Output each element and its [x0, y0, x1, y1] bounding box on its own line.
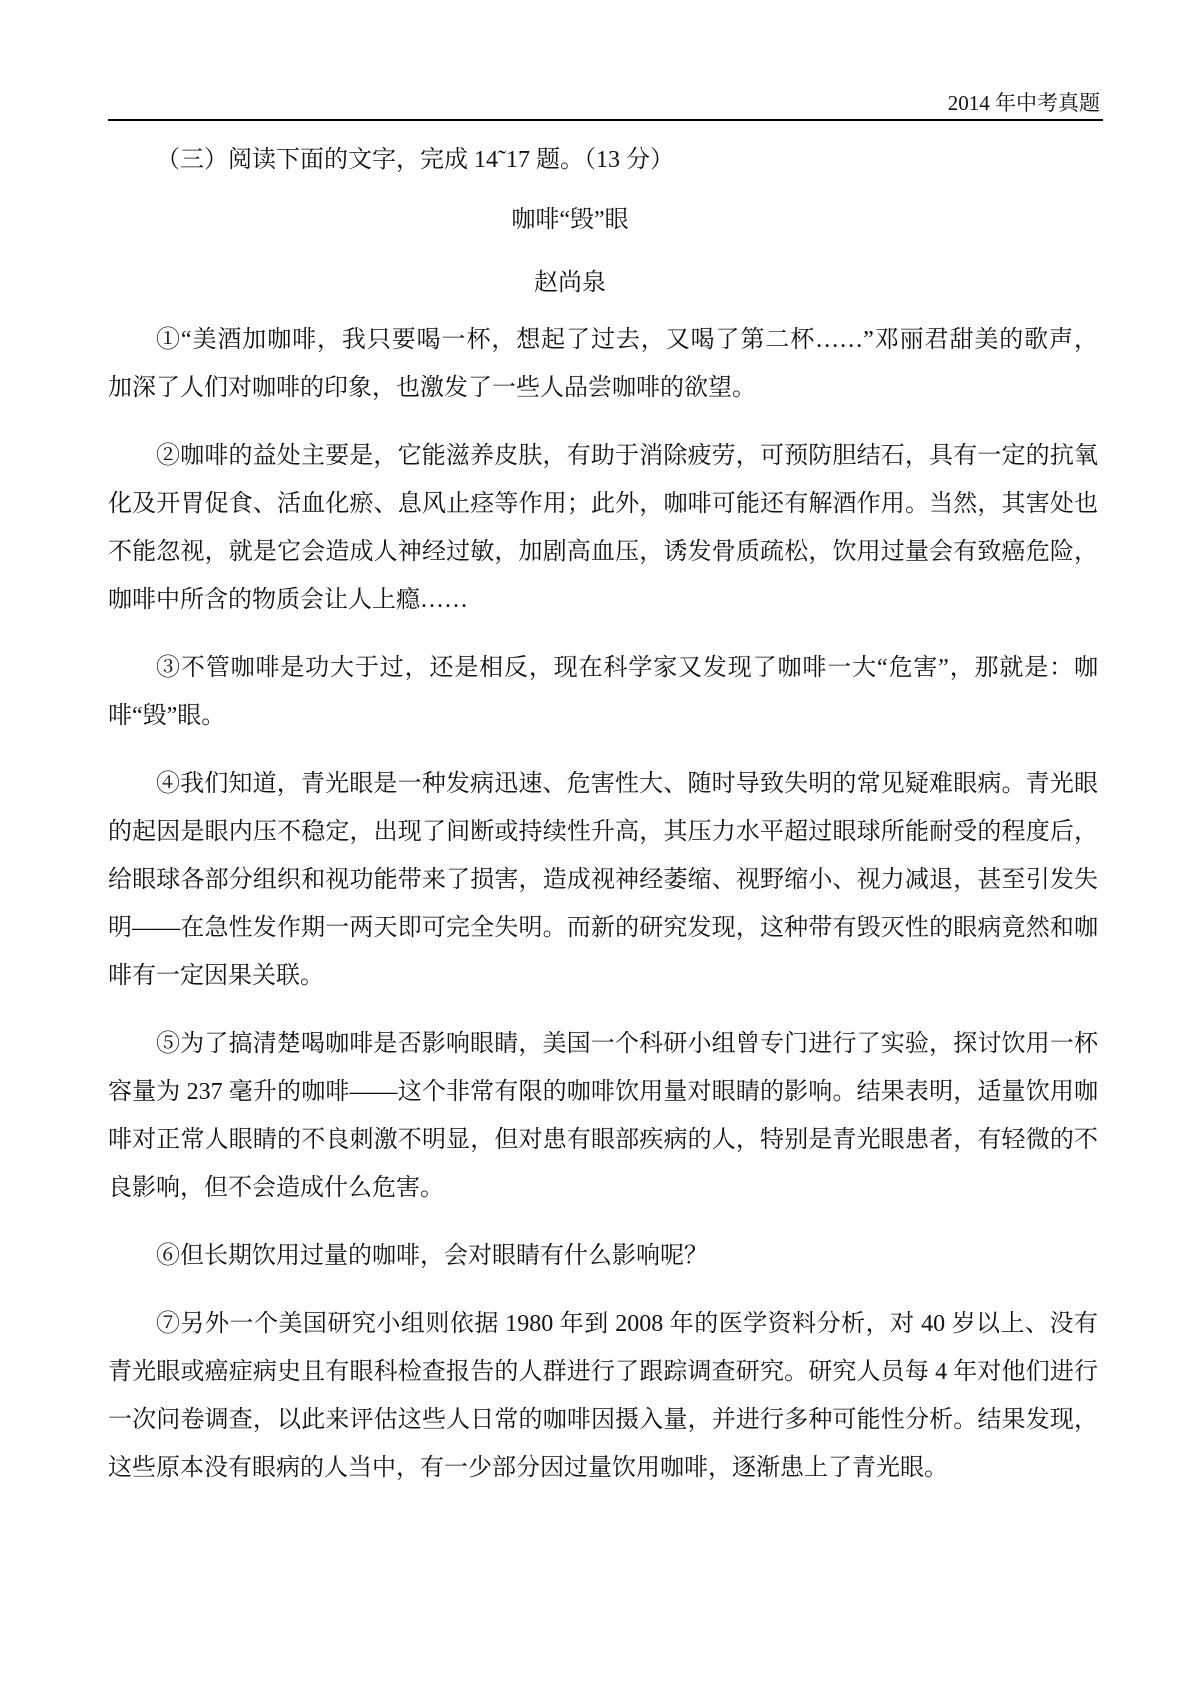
- paragraph-line: ①“美酒加咖啡，我只要喝一杯，想起了过去，又喝了第二杯……”邓丽君甜美的歌声，: [156, 327, 1098, 353]
- paragraph-5: [108, 1020, 1098, 1212]
- paragraph-line: 明——在急性发作期一两天即可完全失明。而新的研究发现，这种带有毁灭性的眼病竟然和咖: [108, 915, 1098, 941]
- paragraph-4: [108, 760, 1098, 1000]
- paragraph-line: 啡对正常人眼睛的不良刺激不明显，但对患有眼部疾病的人，特别是青光眼患者，有轻微的不: [108, 1127, 1098, 1153]
- paragraph-1: [108, 316, 1098, 412]
- paragraph-line: ⑤为了搞清楚喝咖啡是否影响眼睛，美国一个科研小组曾专门进行了实验，探讨饮用一杯: [156, 1031, 1098, 1057]
- paragraph-line: 这些原本没有眼病的人当中，有一少部分因过量饮用咖啡，逐渐患上了青光眼。: [108, 1455, 948, 1481]
- paragraph-3: [108, 644, 1098, 740]
- paragraph-line: 给眼球各部分组织和视功能带来了损害，造成视神经萎缩、视野缩小、视力减退，甚至引发失: [108, 867, 1098, 893]
- paragraph-line: ⑥但长期饮用过量的咖啡，会对眼睛有什么影响呢？: [156, 1243, 708, 1269]
- page-header-label: 2014 年中考真题: [947, 91, 1100, 115]
- paragraph-line: 一次问卷调查，以此来评估这些人日常的咖啡因摄入量，并进行多种可能性分析。结果发现，: [108, 1407, 1098, 1433]
- section-instruction: （三）阅读下面的文字，完成 14˜17 题。（13 分）: [156, 147, 674, 173]
- document-body: [108, 136, 1098, 1492]
- paragraph-line: ⑦另外一个美国研究小组则依据 1980 年到 2008 年的医学资料分析，对 40 岁以上、没有: [156, 1311, 1098, 1337]
- paragraph-line: 啡有一定因果关联。: [108, 963, 324, 989]
- paragraph-line: 化及开胃促食、活血化瘀、息风止痉等作用；此外，咖啡可能还有解酒作用。当然，其害处也: [108, 491, 1098, 517]
- paragraph-2: [108, 432, 1098, 624]
- paragraph-line: ②咖啡的益处主要是，它能滋养皮肤，有助于消除疲劳，可预防胆结石，具有一定的抗氧: [156, 443, 1098, 469]
- paragraph-line: 良影响，但不会造成什么危害。: [108, 1175, 444, 1201]
- paragraph-line: ③不管咖啡是功大于过，还是相反，现在科学家又发现了咖啡一大“危害”，那就是：咖: [156, 655, 1098, 681]
- header-divider: [108, 119, 1103, 121]
- article-author: 赵尚泉: [534, 270, 606, 296]
- paragraph-6: [108, 1232, 1098, 1280]
- paragraph-line: 不能忽视，就是它会造成人神经过敏，加剧高血压，诱发骨质疏松，饮用过量会有致癌危险，: [108, 539, 1098, 565]
- paragraph-7: [108, 1300, 1098, 1492]
- article-title: 咖啡“毁”眼: [511, 207, 629, 233]
- paragraph-line: ④我们知道，青光眼是一种发病迅速、危害性大、随时导致失明的常见疑难眼病。青光眼: [156, 771, 1098, 797]
- paragraph-line: 容量为 237 毫升的咖啡——这个非常有限的咖啡饮用量对眼睛的影响。结果表明，适量饮用咖: [108, 1079, 1098, 1105]
- paragraph-line: 青光眼或癌症病史且有眼科检查报告的人群进行了跟踪调查研究。研究人员每 4 年对他们进行: [108, 1359, 1098, 1385]
- paragraph-line: 啡“毁”眼。: [108, 703, 226, 729]
- paragraph-line: 加深了人们对咖啡的印象，也激发了一些人品尝咖啡的欲望。: [108, 375, 756, 401]
- paragraph-line: 的起因是眼内压不稳定，出现了间断或持续性升高，其压力水平超过眼球所能耐受的程度后，: [108, 819, 1098, 845]
- paragraph-line: 咖啡中所含的物质会让人上瘾……: [108, 587, 468, 613]
